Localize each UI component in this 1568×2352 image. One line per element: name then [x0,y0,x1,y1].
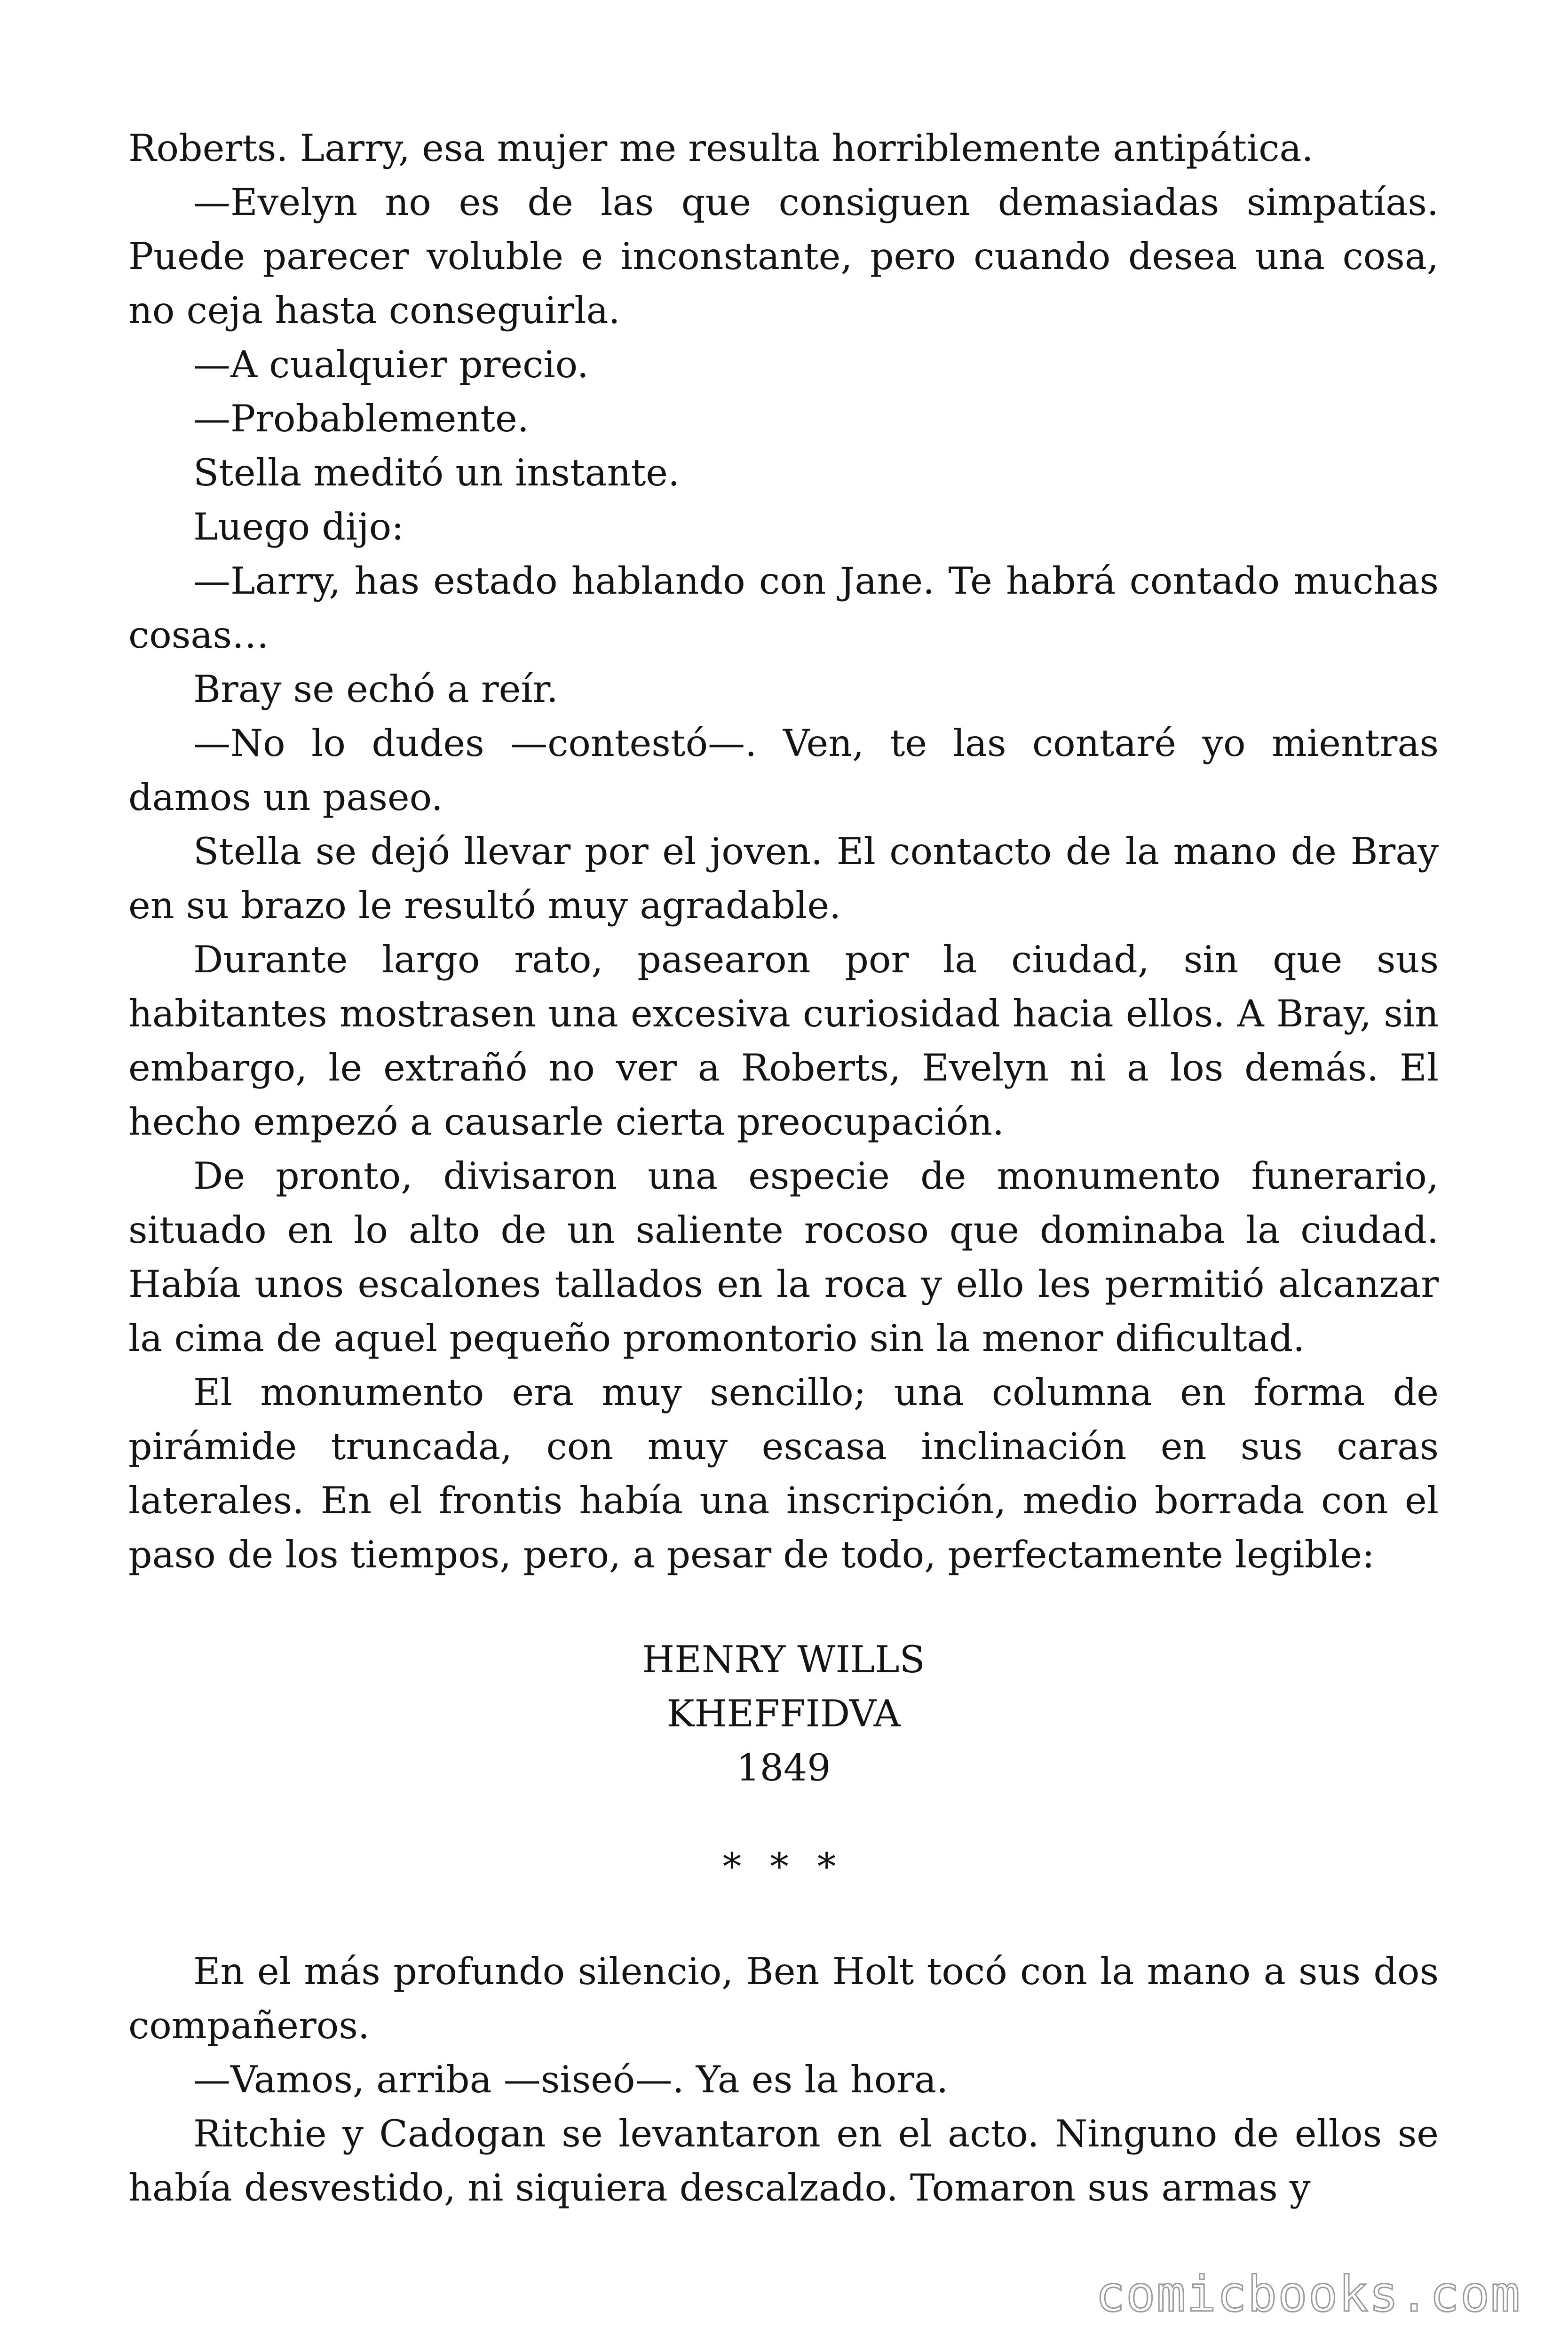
monument-inscription [128,1633,1439,1795]
body-text-top [128,121,1439,1582]
paragraph: Roberts. Larry, esa mujer me resulta horriblemente antipática. [128,127,1314,170]
paragraph: —Larry, has estado hablando con Jane. Te habrá contado muchas cosas… [128,559,1439,657]
paragraph: El monumento era muy sencillo; una columna en forma de pirámide truncada, con muy escasa inclinación en sus caras laterales. En el frontis había una inscripción, medio borrada con el paso de los tiempos, pero, a pesar de todo, perfectamente legible: [128,1371,1439,1576]
watermark: comicbooks.com [1095,2265,1521,2323]
paragraph: Stella se dejó llevar por el joven. El contacto de la mano de Bray en su brazo le resultó muy agradable. [128,830,1439,927]
paragraph: —Vamos, arriba —siseó—. Ya es la hora. [193,2058,949,2101]
section-separator: * * * [722,1845,845,1888]
paragraph: Ritchie y Cadogan se levantaron en el acto. Ninguno de ellos se había desvestido, ni siquiera descalzado. Tomaron sus armas y [128,2112,1439,2209]
paragraph: Luego dijo: [193,505,404,548]
paragraph: De pronto, divisaron una especie de monumento funerario, situado en lo alto de un saliente rocoso que dominaba la ciudad. Había unos escalones tallados en la roca y ello les permitió alcanzar la cima de aquel pequeño promontorio sin la menor dificultad. [128,1154,1439,1360]
paragraph: —Evelyn no es de las que consiguen demasiadas simpatías. Puede parecer voluble e inconstante, pero cuando desea una cosa, no ceja hasta conseguirla. [128,181,1439,332]
paragraph: Stella meditó un instante. [193,451,680,494]
inscription-name: HENRY WILLS [642,1638,925,1681]
paragraph: —A cualquier precio. [193,343,589,386]
inscription-word: KHEFFIDVA [666,1692,901,1735]
paragraph: —No lo dudes —contestó—. Ven, te las contaré yo mientras damos un paseo. [128,722,1439,819]
inscription-year: 1849 [736,1746,831,1789]
paragraph: Bray se echó a reír. [193,667,558,711]
body-text-bottom [128,1945,1439,2215]
paragraph: —Probablemente. [193,397,529,440]
paragraph: Durante largo rato, pasearon por la ciudad, sin que sus habitantes mostrasen una excesiva curiosidad hacia ellos. A Bray, sin embargo, le extrañó no ver a Roberts, Evelyn ni a los demás. El hecho empezó a causarle cierta preocupación. [128,938,1439,1144]
paragraph: En el más profundo silencio, Ben Holt tocó con la mano a sus dos compañeros. [128,1950,1439,2047]
book-page [128,121,1439,2215]
